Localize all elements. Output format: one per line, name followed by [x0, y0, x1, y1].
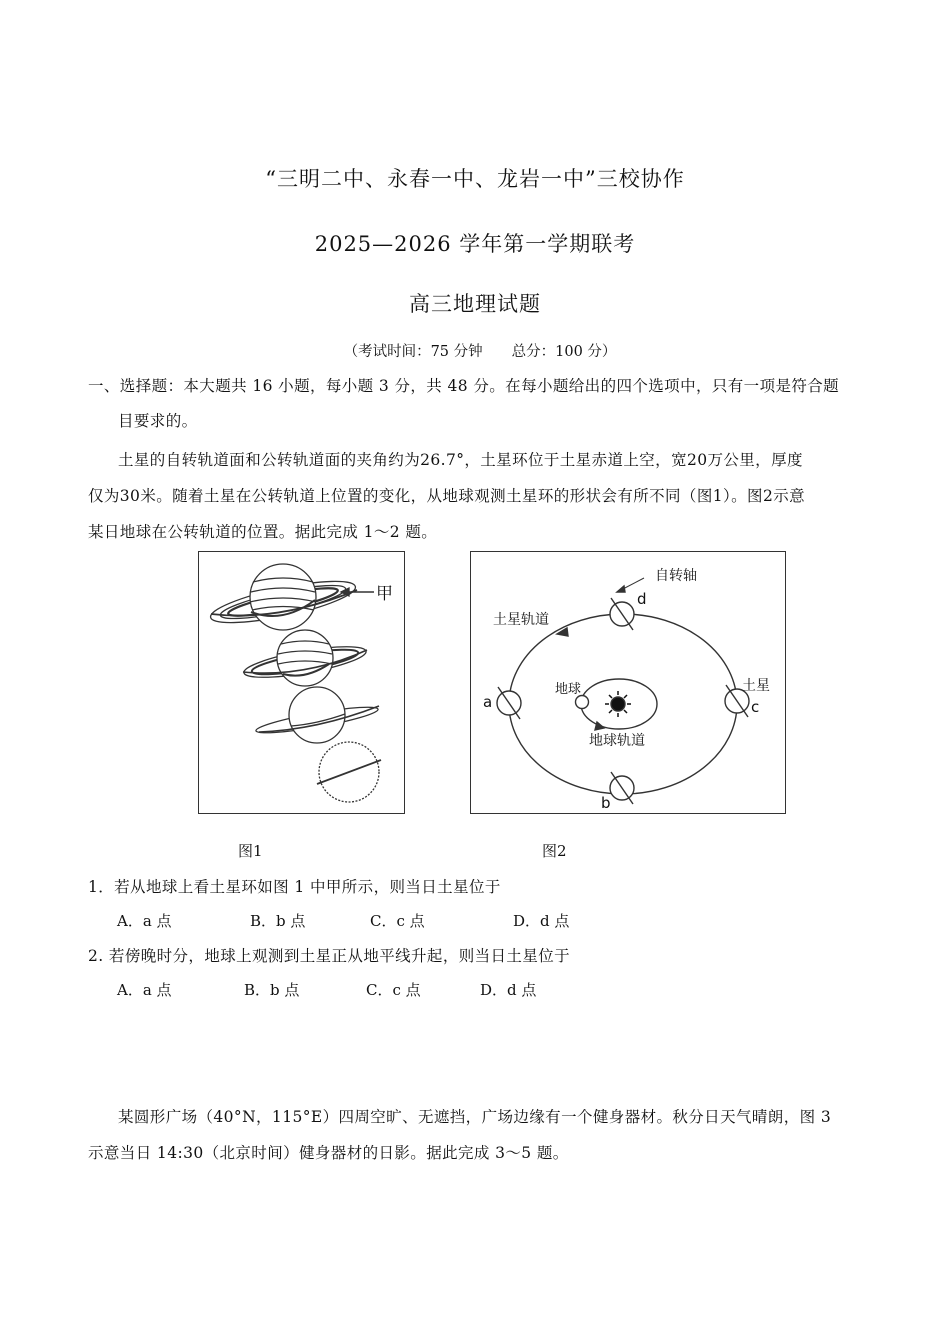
label-earth: 地球	[555, 682, 582, 697]
label-saturn: 土星	[742, 678, 770, 694]
label-jia: 甲	[376, 584, 393, 604]
label-rotation-axis: 自转轴	[655, 568, 697, 584]
section1-line-1: 一、选择题：本大题共 16 小题，每小题 3 分，共 48 分。在每小题给出的四个选项中，只有一项是符合题	[88, 377, 840, 395]
question-1-option-a[interactable]: A．a 点	[117, 912, 172, 930]
section1-line-2: 目要求的。	[118, 412, 198, 430]
saturn-view-1	[208, 564, 359, 631]
figure-1-caption: 图1	[238, 842, 263, 860]
page-title: 高三地理试题	[409, 292, 541, 316]
label-point-b: b	[601, 794, 611, 812]
question-2-option-c[interactable]: C．c 点	[366, 981, 421, 999]
header-line-2: 2025—2026 学年第一学期联考	[314, 232, 636, 256]
question-1-option-c[interactable]: C．c 点	[370, 912, 425, 930]
question-1-option-d[interactable]: D．d 点	[513, 912, 570, 930]
question-2-stem: 2. 若傍晚时分，地球上观测到土星正从地平线升起，则当日土星位于	[88, 947, 571, 965]
question-2-option-d[interactable]: D．d 点	[480, 981, 537, 999]
label-point-a: a	[483, 693, 493, 711]
label-earth-orbit: 地球轨道	[589, 733, 645, 749]
question-1-option-b[interactable]: B．b 点	[250, 912, 306, 930]
passage1-line-2: 仅为30米。随着土星在公转轨道上位置的变化，从地球观测土星环的形状会有所不同（图1）。图2示意	[88, 487, 805, 505]
question-2-option-a[interactable]: A．a 点	[117, 981, 172, 999]
earth-marker	[576, 696, 589, 709]
passage1-line-1: 土星的自转轨道面和公转轨道面的夹角约为26.7°，土星环位于土星赤道上空，宽20万公里，厚度	[118, 451, 803, 469]
label-point-c: c	[751, 698, 760, 716]
saturn-view-2	[242, 630, 368, 686]
saturn-view-3	[255, 687, 380, 743]
saturn-position-b	[610, 772, 634, 804]
label-saturn-orbit: 土星轨道	[493, 612, 549, 628]
figure-2-caption: 图2	[542, 842, 567, 860]
passage2-line-1: 某圆形广场（40°N，115°E）四周空旷、无遮挡，广场边缘有一个健身器材。秋分日天气晴朗，图 3	[118, 1108, 832, 1126]
label-point-d: d	[637, 590, 647, 608]
passage1-line-3: 某日地球在公转轨道的位置。据此完成 1～2 题。	[88, 523, 438, 541]
passage2-line-2: 示意当日 14:30（北京时间）健身器材的日影。据此完成 3～5 题。	[88, 1144, 569, 1162]
saturn-position-a	[497, 687, 521, 719]
question-2-option-b[interactable]: B．b 点	[244, 981, 300, 999]
figure-1	[198, 551, 405, 814]
saturn-view-4	[317, 742, 381, 802]
orbit-diagram	[471, 552, 785, 813]
sun-icon	[605, 691, 631, 717]
question-1-stem: 1．若从地球上看土星环如图 1 中甲所示，则当日土星位于	[88, 878, 501, 896]
figure-2	[470, 551, 786, 814]
exam-info: （考试时间：75 分钟 总分：100 分）	[343, 344, 617, 360]
saturn-rings-illustration	[199, 552, 404, 813]
saturn-position-d	[610, 598, 634, 630]
header-line-1: “三明二中、永春一中、龙岩一中”三校协作	[265, 167, 685, 191]
